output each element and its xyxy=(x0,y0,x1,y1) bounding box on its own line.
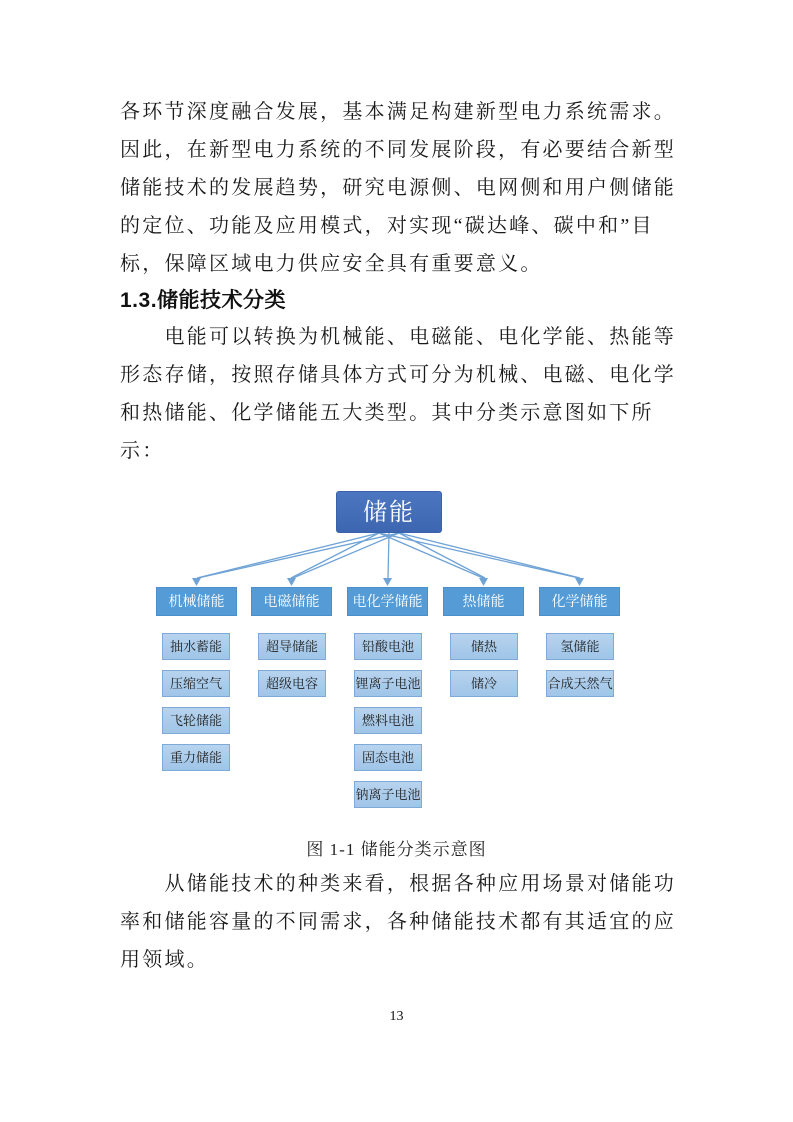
diagram-item: 燃料电池 xyxy=(354,707,422,734)
diagram-column-electromagnetic xyxy=(258,633,326,707)
diagram-item: 超级电容 xyxy=(258,670,326,697)
diagram-item: 钠离子电池 xyxy=(354,781,422,808)
diagram-root-node: 储能 xyxy=(336,491,442,533)
diagram-category-chemical: 化学储能 xyxy=(539,587,620,616)
figure-caption: 图 1-1 储能分类示意图 xyxy=(306,840,487,859)
diagram-category-electromagnetic: 电磁储能 xyxy=(251,587,332,616)
text-line: 形态存储，按照存储具体方式可分为机械、电磁、电化学 xyxy=(120,363,676,386)
diagram-category-mechanical: 机械储能 xyxy=(156,587,237,616)
text-line: 的定位、功能及应用模式，对实现“碳达峰、碳中和”目 xyxy=(120,214,654,237)
diagram-item: 压缩空气 xyxy=(162,670,230,697)
diagram-item: 锂离子电池 xyxy=(354,670,422,697)
text-line: 电能可以转换为机械能、电磁能、电化学能、热能等 xyxy=(164,326,677,348)
diagram-item: 储热 xyxy=(450,633,518,660)
diagram-category-thermal: 热储能 xyxy=(443,587,524,616)
diagram-item: 重力储能 xyxy=(162,744,230,771)
text-line: 和热储能、化学储能五大类型。其中分类示意图如下所 xyxy=(120,401,654,424)
diagram-item: 超导储能 xyxy=(258,633,326,660)
diagram-column-thermal xyxy=(450,633,518,707)
text-line: 用领域。 xyxy=(120,948,209,971)
diagram-column-electrochemical xyxy=(354,633,422,818)
paragraph-3 xyxy=(120,866,682,980)
diagram-item: 储冷 xyxy=(450,670,518,697)
diagram-item: 抽水蓄能 xyxy=(162,633,230,660)
text-line: 因此，在新型电力系统的不同发展阶段，有必要结合新型 xyxy=(120,138,676,161)
diagram-item: 铅酸电池 xyxy=(354,633,422,660)
diagram-item: 固态电池 xyxy=(354,744,422,771)
diagram-item: 飞轮储能 xyxy=(162,707,230,734)
text-line: 从储能技术的种类来看，根据各种应用场景对储能功 xyxy=(164,873,677,895)
text-line: 示： xyxy=(120,439,165,462)
diagram-item: 氢储能 xyxy=(546,633,614,660)
text-line: 各环节深度融合发展，基本满足构建新型电力系统需求。 xyxy=(120,101,676,123)
text-line: 标，保障区域电力供应安全具有重要意义。 xyxy=(120,252,543,275)
text-line: 储能技术的发展趋势，研究电源侧、电网侧和用户侧储能 xyxy=(120,176,676,199)
text-line: 率和储能容量的不同需求，各种储能技术都有其适宜的应 xyxy=(120,910,676,933)
diagram-category-electrochemical: 电化学储能 xyxy=(347,587,428,616)
diagram-column-mechanical xyxy=(162,633,230,781)
diagram-column-chemical xyxy=(546,633,614,707)
arrowhead-icon xyxy=(192,578,584,586)
section-heading: 1.3.储能技术分类 xyxy=(120,289,287,312)
diagram-item: 合成天然气 xyxy=(546,670,614,697)
page-number: 13 xyxy=(389,1009,404,1024)
